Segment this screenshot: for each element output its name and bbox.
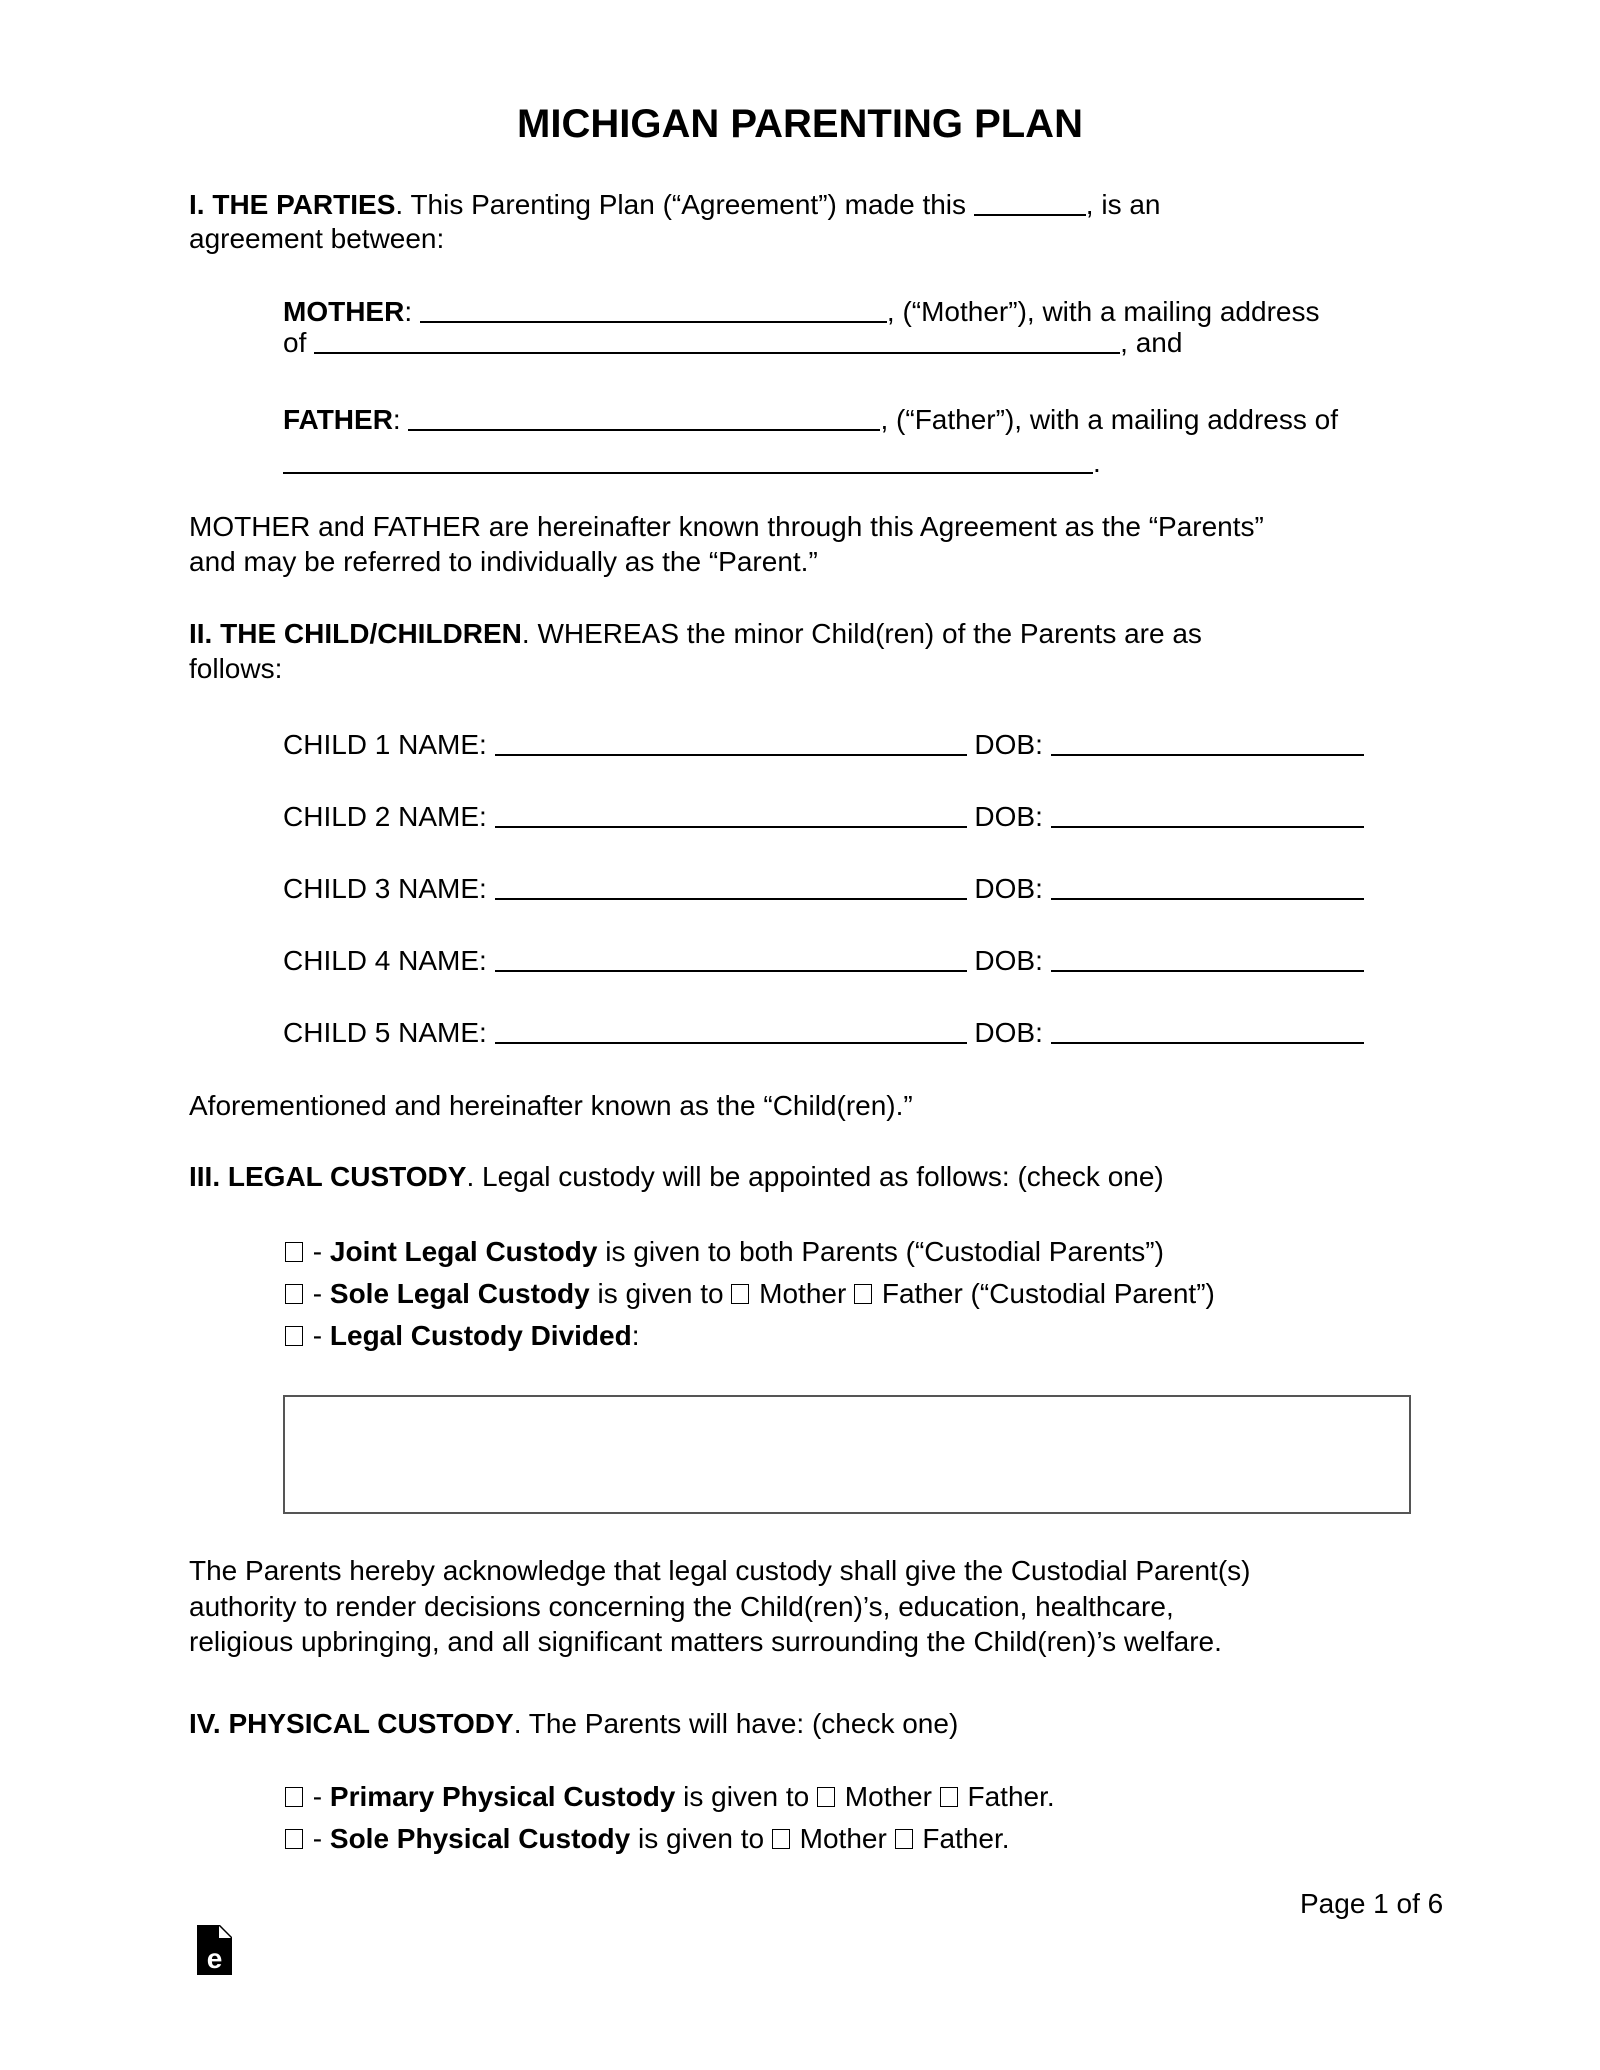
section-4-heading: IV. PHYSICAL CUSTODY [189, 1708, 514, 1739]
acknowledgement-line-3: religious upbringing, and all significant matters surrounding the Child(ren)’s welfare. [189, 1626, 1222, 1657]
section-3-heading: III. LEGAL CUSTODY [189, 1161, 467, 1192]
physical-option-sole [285, 1825, 1010, 1853]
eforms-logo-icon [197, 1925, 232, 1975]
parents-para-line-2: and may be referred to individually as the “Parent.” [189, 546, 818, 577]
sole-legal-checkbox[interactable] [285, 1284, 303, 1304]
sole-physical-mother-checkbox[interactable] [772, 1829, 790, 1849]
primary-physical-mother-checkbox[interactable] [817, 1787, 835, 1807]
sole-physical-label: Sole Physical Custody [329, 1823, 631, 1854]
acknowledgement-line-2: authority to render decisions concerning the Child(ren)’s, education, healthcare, [189, 1591, 1174, 1622]
legal-option-joint [285, 1238, 1164, 1266]
section-1-line-2: agreement between: [189, 223, 445, 254]
sole-physical-father-checkbox[interactable] [895, 1829, 913, 1849]
child-3-label: CHILD 3 NAME: [283, 873, 495, 904]
sole-legal-mother-checkbox[interactable] [731, 1284, 749, 1304]
parents-para-line-1: MOTHER and FATHER are hereinafter known through this Agreement as the “Parents” [189, 511, 1264, 542]
child-1-dob-field[interactable] [1051, 732, 1364, 756]
section-4-intro: . The Parents will have: (check one) [513, 1708, 959, 1739]
sole-physical-text: is given to [630, 1823, 772, 1854]
mother-of-text: of [283, 327, 315, 358]
child-4-dob-field[interactable] [1051, 948, 1364, 972]
svg-text:e: e [206, 1943, 223, 1974]
child-row-3 [283, 874, 1364, 903]
father-line-1 [283, 405, 1338, 434]
mother-choice-label: Mother [751, 1278, 855, 1309]
section-4-line [189, 1710, 958, 1738]
physical-option-primary [285, 1783, 1055, 1811]
child-5-name-field[interactable] [495, 1020, 967, 1044]
father-colon: : [392, 404, 409, 435]
divided-legal-checkbox[interactable] [285, 1326, 303, 1346]
mother-and-text: , and [1120, 327, 1183, 358]
mother-address-field[interactable] [314, 330, 1120, 354]
child-5-label: CHILD 5 NAME: [283, 1017, 495, 1048]
child-row-1 [283, 730, 1364, 759]
legal-custody-divided-textbox[interactable] [283, 1395, 1411, 1514]
section-1-intro-text: . This Parenting Plan (“Agreement”) made this [395, 189, 974, 220]
section-2-heading: II. THE CHILD/CHILDREN [189, 618, 522, 649]
agreement-date-field[interactable] [974, 192, 1086, 216]
mother-choice-label: Mother [837, 1781, 940, 1812]
child-1-name-field[interactable] [495, 732, 967, 756]
mother-colon: : [404, 296, 420, 327]
child-row-2 [283, 802, 1364, 831]
dash: - [305, 1320, 330, 1351]
child-3-dob-field[interactable] [1051, 876, 1364, 900]
child-row-5 [283, 1018, 1364, 1047]
father-address-field[interactable] [283, 450, 1093, 474]
father-period: . [1093, 447, 1101, 478]
dash: - [305, 1823, 330, 1854]
mother-label: MOTHER [283, 296, 405, 327]
mother-choice-label: Mother [791, 1823, 895, 1854]
acknowledgement-line-1: The Parents hereby acknowledge that legal custody shall give the Custodial Parent(s) [189, 1555, 1251, 1586]
legal-option-divided [285, 1322, 640, 1350]
sole-legal-label: Sole Legal Custody [329, 1278, 590, 1309]
child-1-label: CHILD 1 NAME: [283, 729, 495, 760]
father-choice-label: Father (“Custodial Parent”) [874, 1278, 1215, 1309]
section-1-line-1 [189, 190, 1161, 219]
father-choice-label: Father. [914, 1823, 1010, 1854]
dash: - [305, 1236, 330, 1267]
section-2-line-1 [189, 620, 1202, 648]
child-4-label: CHILD 4 NAME: [283, 945, 495, 976]
section-2-intro: . WHEREAS the minor Child(ren) of the Parents are as [521, 618, 1202, 649]
child-5-dob-field[interactable] [1051, 1020, 1364, 1044]
section-3-intro: . Legal custody will be appointed as follows: (check one) [466, 1161, 1164, 1192]
section-3-line [189, 1163, 1164, 1191]
dash: - [305, 1278, 330, 1309]
child-1-dob-label: DOB: [966, 729, 1051, 760]
primary-physical-text: is given to [675, 1781, 818, 1812]
legal-option-sole [285, 1280, 1215, 1308]
section-2-line-2: follows: [189, 653, 283, 684]
joint-legal-label: Joint Legal Custody [329, 1236, 598, 1267]
mother-line-1 [283, 297, 1319, 326]
divided-legal-colon: : [631, 1320, 640, 1351]
divided-legal-label: Legal Custody Divided [329, 1320, 632, 1351]
child-3-dob-label: DOB: [966, 873, 1051, 904]
child-2-name-field[interactable] [495, 804, 967, 828]
child-4-dob-label: DOB: [966, 945, 1051, 976]
mother-line-2 [283, 328, 1182, 357]
child-4-name-field[interactable] [495, 948, 967, 972]
father-line-2 [283, 448, 1101, 477]
child-2-label: CHILD 2 NAME: [283, 801, 495, 832]
father-choice-label: Father. [959, 1781, 1055, 1812]
father-label: FATHER [283, 404, 393, 435]
joint-legal-checkbox[interactable] [285, 1242, 303, 1262]
primary-physical-checkbox[interactable] [285, 1787, 303, 1807]
sole-physical-checkbox[interactable] [285, 1829, 303, 1849]
child-2-dob-field[interactable] [1051, 804, 1364, 828]
mother-name-field[interactable] [420, 299, 887, 323]
sole-legal-text: is given to [589, 1278, 732, 1309]
page-title: MICHIGAN PARENTING PLAN [517, 102, 1083, 146]
father-after-name: , (“Father”), with a mailing address of [880, 404, 1338, 435]
child-5-dob-label: DOB: [966, 1017, 1051, 1048]
section-1-heading: I. THE PARTIES [189, 189, 396, 220]
mother-after-name: , (“Mother”), with a mailing address [886, 296, 1320, 327]
father-name-field[interactable] [408, 407, 880, 431]
dash: - [305, 1781, 330, 1812]
primary-physical-father-checkbox[interactable] [940, 1787, 958, 1807]
child-3-name-field[interactable] [495, 876, 967, 900]
joint-legal-text: is given to both Parents (“Custodial Parents”) [597, 1236, 1164, 1267]
children-closing: Aforementioned and hereinafter known as the “Child(ren).” [189, 1090, 913, 1121]
primary-physical-label: Primary Physical Custody [329, 1781, 676, 1812]
sole-legal-father-checkbox[interactable] [854, 1284, 872, 1304]
child-2-dob-label: DOB: [966, 801, 1051, 832]
page-number: Page 1 of 6 [1300, 1888, 1444, 1919]
child-row-4 [283, 946, 1364, 975]
section-1-intro-end: , is an [1085, 189, 1161, 220]
